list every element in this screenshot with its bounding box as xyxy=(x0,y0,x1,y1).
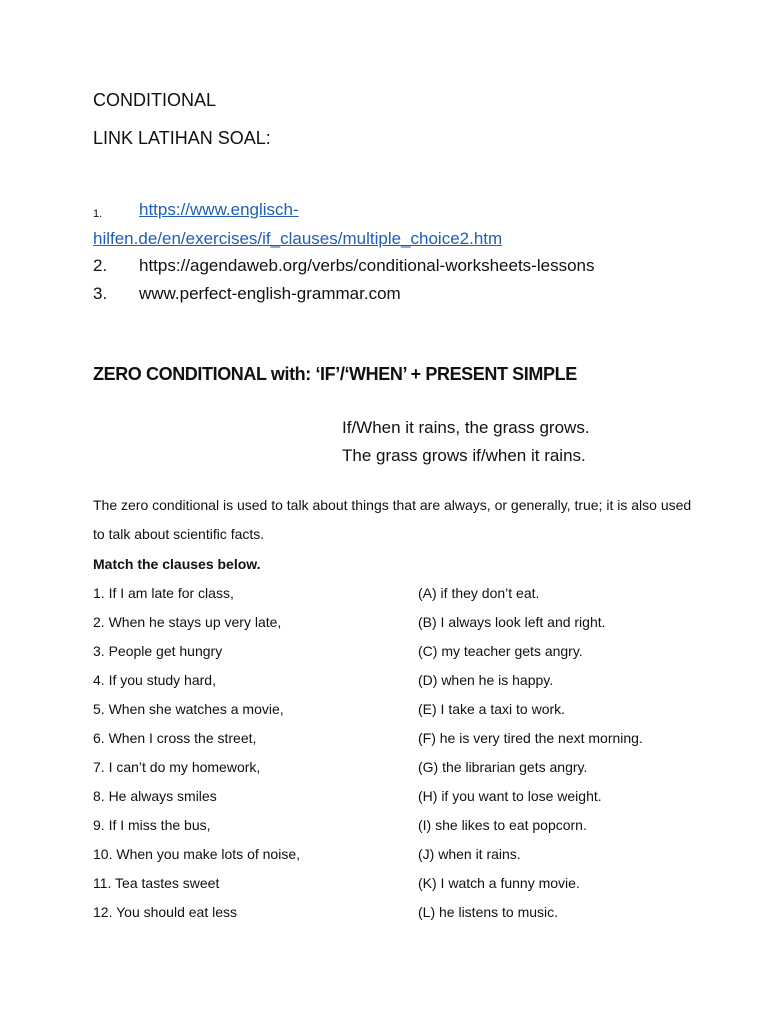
right-clause-h: (H) if you want to lose weight. xyxy=(418,788,602,804)
right-clause-c: (C) my teacher gets angry. xyxy=(418,643,583,659)
link-2-text: https://agendaweb.org/verbs/conditional-worksheets-lessons xyxy=(139,256,595,275)
link-3-number: 3. xyxy=(93,284,108,303)
document-title: CONDITIONAL xyxy=(93,90,217,110)
link-1-part-2[interactable]: hilfen.de/en/exercises/if_clauses/multiple_choice2.htm xyxy=(93,229,503,248)
left-clause-6: 6. When I cross the street, xyxy=(93,730,257,746)
right-clause-a: (A) if they don’t eat. xyxy=(418,585,540,601)
link-1-part-1[interactable]: https://www.englisch- xyxy=(139,200,299,219)
left-clause-8: 8. He always smiles xyxy=(93,788,217,804)
right-clause-e: (E) I take a taxi to work. xyxy=(418,701,566,717)
left-clause-7: 7. I can’t do my homework, xyxy=(93,759,261,775)
left-clause-9: 9. If I miss the bus, xyxy=(93,817,211,833)
right-clause-j: (J) when it rains. xyxy=(418,846,521,862)
right-clause-l: (L) he listens to music. xyxy=(418,904,559,920)
link-3-text: www.perfect-english-grammar.com xyxy=(139,284,401,303)
left-clause-2: 2. When he stays up very late, xyxy=(93,614,282,630)
link-2-number: 2. xyxy=(93,256,108,275)
right-clause-d: (D) when he is happy. xyxy=(418,672,554,688)
section-title: ZERO CONDITIONAL with: ‘IF’/‘WHEN’ + PRESENT SIMPLE xyxy=(93,364,577,384)
left-clause-12: 12. You should eat less xyxy=(93,904,238,920)
left-clause-5: 5. When she watches a movie, xyxy=(93,701,284,717)
right-clause-i: (I) she likes to eat popcorn. xyxy=(418,817,587,833)
right-clause-f: (F) he is very tired the next morning. xyxy=(418,730,643,746)
right-clause-b: (B) I always look left and right. xyxy=(418,614,606,630)
description-paragraph: The zero conditional is used to talk about things that are always, or generally, true; it is also used to talk about scientific facts. xyxy=(93,497,692,542)
example-sentence-1: If/When it rains, the grass grows. xyxy=(342,418,590,437)
exercise-instruction: Match the clauses below. xyxy=(93,556,261,572)
example-sentence-2: The grass grows if/when it rains. xyxy=(342,446,586,465)
link-1-number: 1. xyxy=(93,208,103,220)
left-clause-3: 3. People get hungry xyxy=(93,643,223,659)
right-clause-g: (G) the librarian gets angry. xyxy=(418,759,588,775)
left-clause-4: 4. If you study hard, xyxy=(93,672,216,688)
left-clause-11: 11. Tea tastes sweet xyxy=(93,875,220,891)
links-heading: LINK LATIHAN SOAL: xyxy=(93,128,271,148)
left-clause-10: 10. When you make lots of noise, xyxy=(93,846,300,862)
left-clause-1: 1. If I am late for class, xyxy=(93,585,234,601)
right-clause-k: (K) I watch a funny movie. xyxy=(418,875,580,891)
